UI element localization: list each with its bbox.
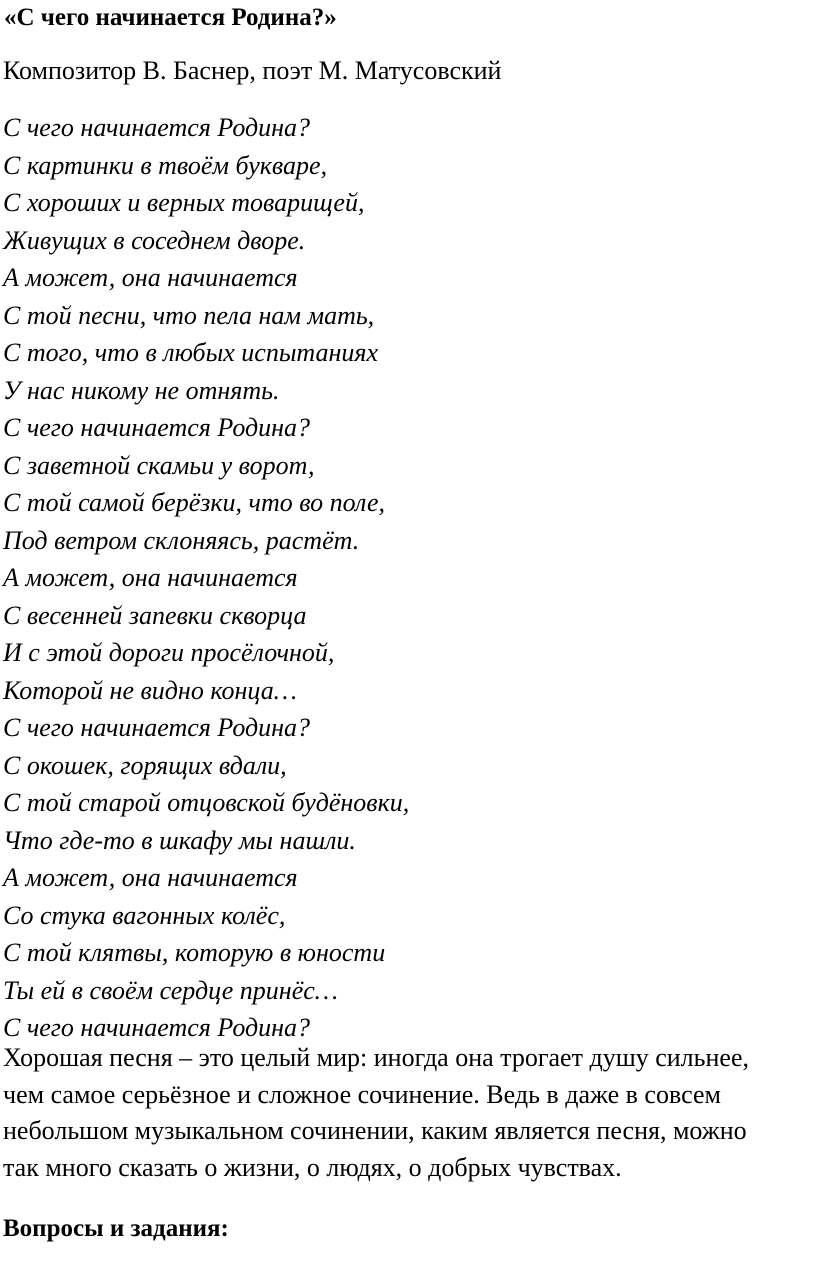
song-authors: Композитор В. Баснер, поэт М. Матусовский <box>3 56 502 85</box>
paragraph-line: чем самое серьёзное и сложное сочинение. Ведь в даже в совсем <box>3 1079 721 1109</box>
poem-line: Со стука вагонных колёс, <box>3 900 286 930</box>
poem-line: Под ветром склоняясь, растёт. <box>3 525 360 555</box>
poem-line: И с этой дороги просёлочной, <box>3 638 335 667</box>
poem-line: Живущих в соседнем дворе. <box>3 225 306 255</box>
poem-line: С чего начинается Родина? <box>3 413 311 442</box>
poem-line: Что где-то в шкафу мы нашли. <box>3 825 356 855</box>
poem-line: С того, что в любых испытаниях <box>3 338 379 367</box>
commentary-paragraph <box>3 1040 813 1186</box>
questions-heading: Вопросы и задания: <box>3 1215 229 1242</box>
poem-lyrics <box>3 109 409 1047</box>
poem-line: С той песни, что пела нам мать, <box>3 300 375 330</box>
poem-line: Которой не видно конца… <box>3 675 297 705</box>
poem-line: А может, она начинается <box>3 263 298 292</box>
poem-line: С чего начинается Родина? <box>3 713 311 742</box>
poem-line: Ты ей в своём сердце принёс… <box>3 975 338 1005</box>
poem-line: У нас никому не отнять. <box>3 375 280 405</box>
poem-line: С той самой берёзки, что во поле, <box>3 488 386 517</box>
poem-line: С той клятвы, которую в юности <box>3 938 386 967</box>
poem-line: С весенней запевки скворца <box>3 600 307 630</box>
paragraph-line: так много сказать о жизни, о людях, о добрых чувствах. <box>3 1152 622 1182</box>
paragraph-line: Хорошая песня – это целый мир: иногда она трогает душу сильнее, <box>3 1043 749 1072</box>
poem-line: С заветной скамьи у ворот, <box>3 450 315 480</box>
poem-line: С картинки в твоём букваре, <box>3 150 328 180</box>
poem-line: С чего начинается Родина? <box>3 1013 311 1042</box>
poem-line: А может, она начинается <box>3 863 298 892</box>
poem-line: С чего начинается Родина? <box>3 113 311 142</box>
poem-line: С той старой отцовской будёновки, <box>3 788 410 817</box>
poem-line: А может, она начинается <box>3 563 298 592</box>
song-title: «С чего начинается Родина?» <box>4 4 337 31</box>
paragraph-line: небольшом музыкальном сочинении, каким является песня, можно <box>3 1116 747 1145</box>
poem-line: С окошек, горящих вдали, <box>3 750 287 780</box>
poem-line: С хороших и верных товарищей, <box>3 188 365 217</box>
